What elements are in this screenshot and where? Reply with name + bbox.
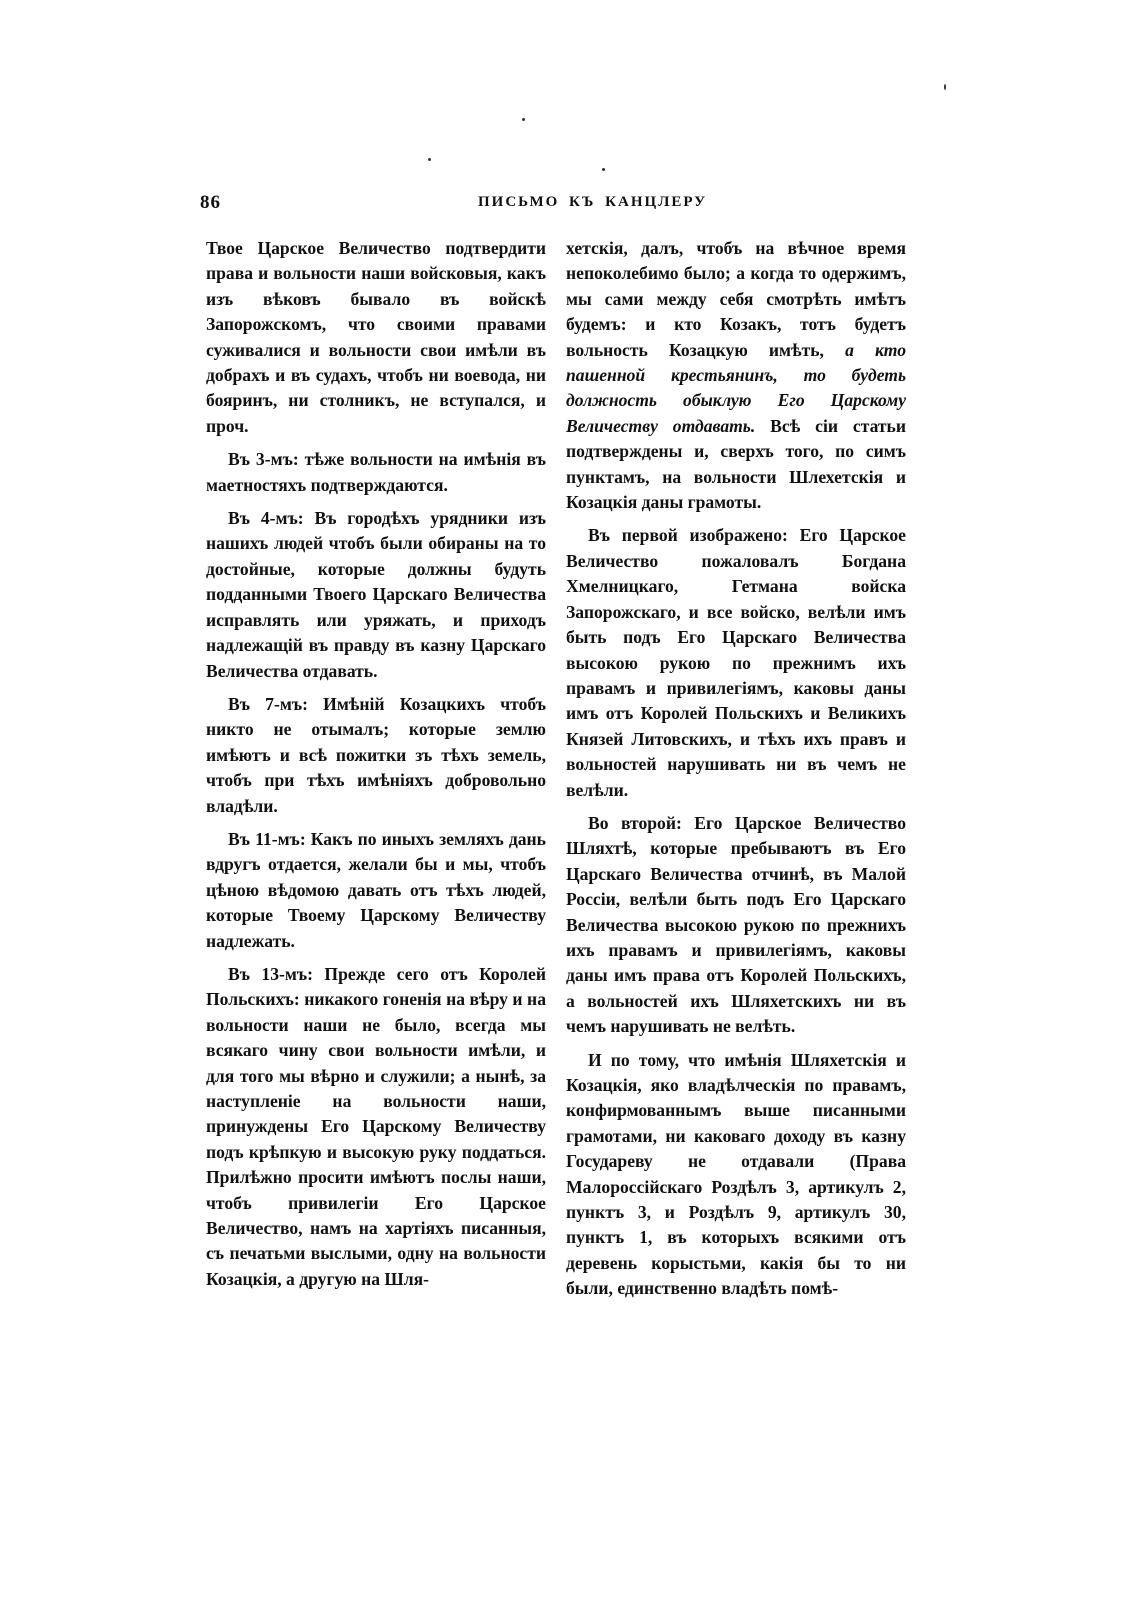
right-paragraph-4: И по тому, что имѣнія Шляхетскія и Козацкія, яко владѣлческія по правамъ, конфирмованнымъ выше писанными грамотами, ни каковаго доходу въ казну Государеву не отдавали (Права Малороссійскаго Роздѣлъ 3, артикулъ 2, пунктъ 3, и Роздѣлъ 9, артикулъ 30, пунктъ 1, въ которыхъ всякими отъ деревень корыстьми, какія бы то ни были, единственно владѣть помѣ- [566,1049,906,1299]
left-column [206,236,546,1292]
right-paragraph-1-end: Всѣ сіи статьи подтверждены и, сверхъ того, по симъ пунктамъ, на вольности Шлехетскія и Козацкія даны грамоты. [566,415,906,513]
right-paragraph-1-start: хетскія, далъ, чтобъ на вѣчное время непоколебимо было; а когда то одержимъ, мы сами между себя смотрѣть имѣтъ будемъ: и кто Козакъ, тотъ будетъ вольность Козацкую имѣть, [566,238,906,360]
right-paragraph-1 [566,236,906,515]
left-paragraph-6: Въ 13-мъ: Прежде сего отъ Королей Польскихъ: никакого гоненія на вѣру и на вольности наши не было, всегда мы всякаго чину свои вольности имѣли, и для того мы вѣрно и служили; а нынѣ, за наступленіе на вольности наши, принуждены Его Царскому Величеству подъ крѣпкую и высокую руку поддаться. Прилѣжно просити имѣютъ послы наши, чтобъ привилегіи Его Царское Величество, намъ на хартіяхъ писанныя, съ печатьми выслыми, одну на вольности Козацкія, а другую на Шля- [206,963,546,1289]
right-paragraph-1-italic: а кто пашенной крестьянинъ, то будеть должность обыклую Его Царскому Величеству отдавать. [566,339,906,436]
running-title: ПИСЬМО КЪ КАНЦЛЕРУ [478,194,708,210]
scan-speck [944,84,946,90]
right-column [566,236,906,1302]
scan-speck [522,118,525,121]
page-number: 86 [200,192,221,213]
left-paragraph-4: Въ 7-мъ: Имѣній Козацкихъ чтобъ никто не отымалъ; которые землю имѣютъ и всѣ пожитки зъ тѣхъ земель, чтобъ при тѣхъ имѣніяхъ добровольно владѣли. [206,693,546,816]
scan-speck [602,168,605,171]
right-paragraph-2: Въ первой изображено: Его Царское Величество пожаловалъ Богдана Хмелницкаго, Гетмана войска Запорожскаго, и все войско, велѣли имъ быть подъ Его Царскаго Величества высокою рукою по прежнимъ ихъ правамъ и привилегіямъ, каковы даны имъ отъ Королей Польскихъ и Великихъ Князей Литовскихъ, и тѣхъ ихъ правъ и вольностей нарушивать ни въ чемъ не велѣли. [566,525,906,800]
left-paragraph-3: Въ 4-мъ: Въ городѣхъ урядники изъ нашихъ людей чтобъ были обираны на то достойные, которые должны будуть подданными Твоего Царскаго Величества исправлять или уряжать, и приходъ надлежащій въ правду въ казну Царскаго Величества отдавать. [206,508,546,681]
left-paragraph-5: Въ 11-мъ: Какъ по иныхъ земляхъ дань вдругъ отдается, желали бы и мы, чтобъ цѣною вѣдомою давать отъ тѣхъ людей, которые Твоему Царскому Величеству надлежать. [206,828,546,951]
left-paragraph-1: Твое Царское Величество подтвердити права и вольности наши войсковыя, какъ изъ вѣковъ бывало въ войскѣ Запорожскомъ, что своими правами суживалися и вольности свои имѣли въ добрахъ и въ судахъ, чтобъ ни воевода, ни бояринъ, ни столникъ, не вступался, и проч. [206,238,546,436]
right-paragraph-3: Во второй: Его Царское Величество Шляхтѣ, которые пребываютъ въ Его Царскаго Величества отчинѣ, въ Малой Россіи, велѣли быть подъ Его Царскаго Величества высокою рукою по прежнихъ ихъ правамъ и привилегіямъ, каковы даны имъ права отъ Королей Польскихъ, а вольностей ихъ Шляхетскихъ ни въ чемъ нарушивать не велѣть. [566,812,906,1037]
left-paragraph-2: Въ 3-мъ: тѣже вольности на имѣнія въ маетностяхъ подтверждаются. [206,449,546,495]
scan-speck [428,158,431,161]
